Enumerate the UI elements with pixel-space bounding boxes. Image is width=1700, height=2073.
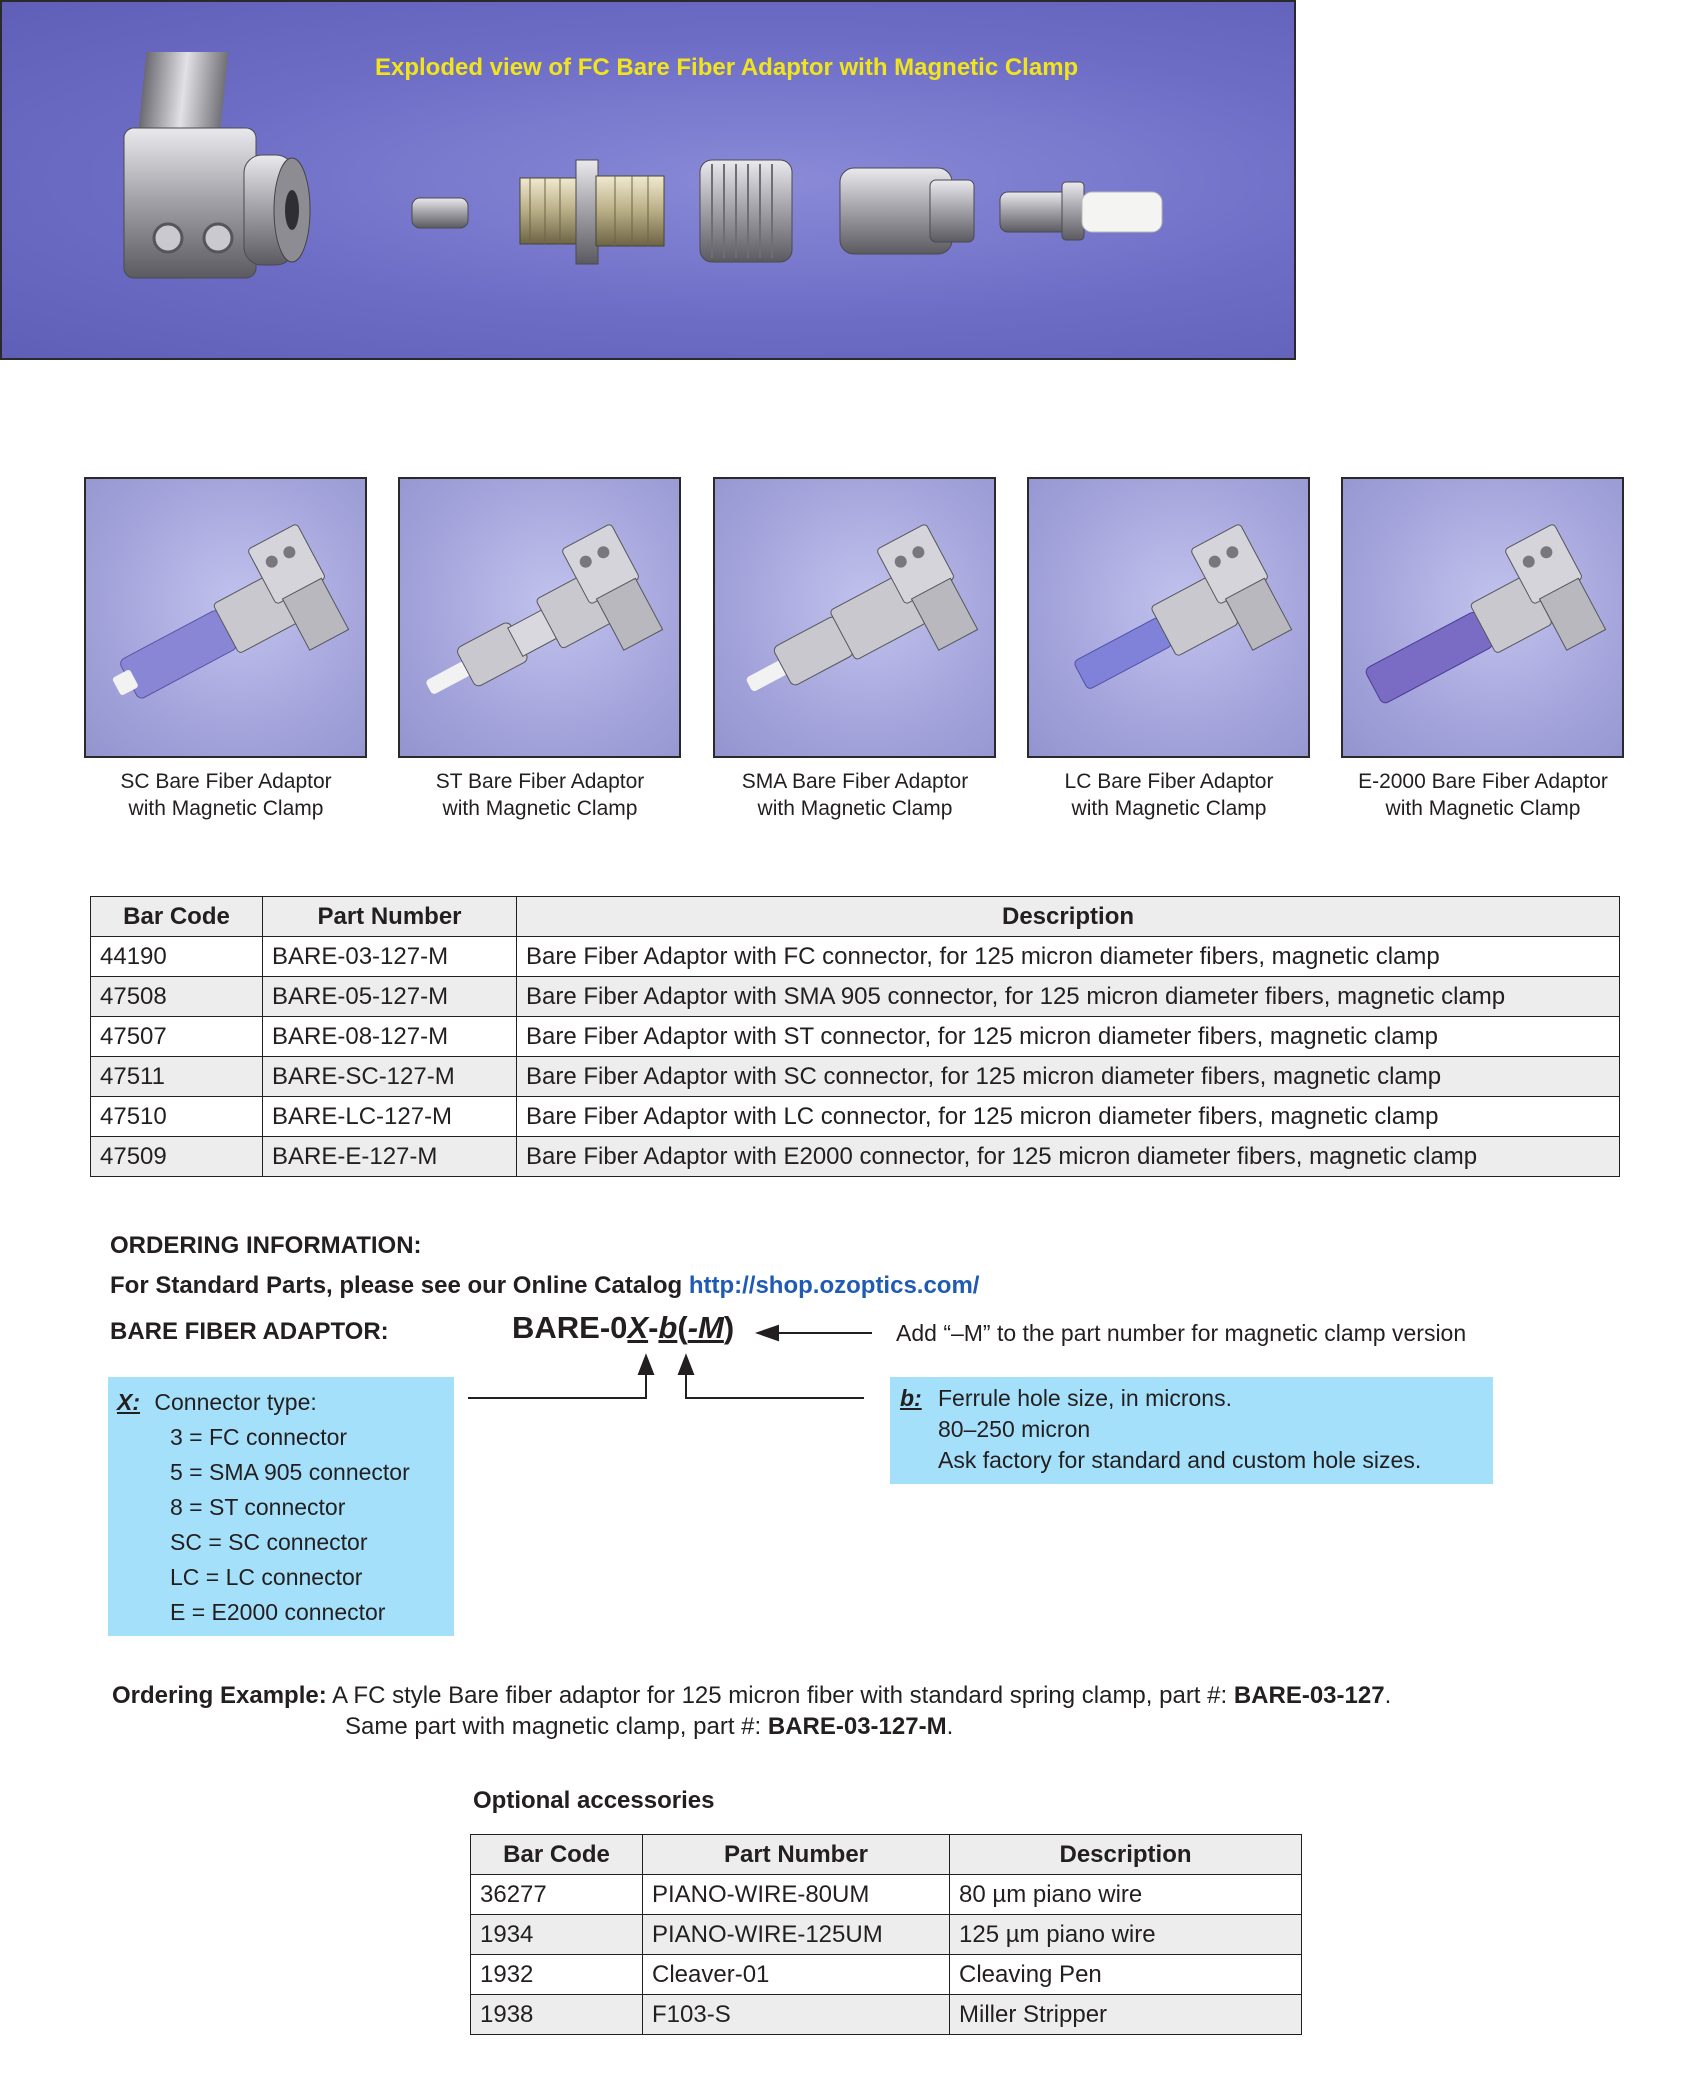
description-cell: Bare Fiber Adaptor with ST connector, for 125 micron diameter fibers, magnetic clamp — [517, 1017, 1620, 1057]
description-cell: Miller Stripper — [950, 1995, 1302, 2035]
st-adaptor-caption: ST Bare Fiber Adaptor with Magnetic Clamp — [435, 770, 645, 820]
part-number-cell: PIANO-WIRE-125UM — [643, 1915, 950, 1955]
online-catalog-link[interactable]: http://shop.ozoptics.com/ — [688, 1272, 980, 1299]
ordering-heading: ORDERING INFORMATION: — [110, 1232, 422, 1259]
bar-code-cell: 1938 — [471, 1995, 643, 2035]
e2000-adaptor-caption: E-2000 Bare Fiber Adaptor with Magnetic Clamp — [1358, 770, 1608, 820]
x-arrow-line — [468, 1370, 646, 1398]
part-number-cell: BARE-05-127-M — [263, 977, 517, 1017]
hole-size-lines — [938, 1383, 1421, 1476]
connector-option: E = E2000 connector — [170, 1599, 386, 1625]
ordering-example-line2: Same part with magnetic clamp, part #: BARE-03-127-M. — [345, 1713, 954, 1740]
part-number-cell: BARE-E-127-M — [263, 1137, 517, 1177]
x-label: X: — [117, 1389, 140, 1415]
connector-option: 5 = SMA 905 connector — [170, 1459, 410, 1485]
table-row — [471, 1955, 1302, 1995]
part-number-cell: BARE-08-127-M — [263, 1017, 517, 1057]
part-number-cell: PIANO-WIRE-80UM — [643, 1875, 950, 1915]
part-number-cell: Cleaver-01 — [643, 1955, 950, 1995]
code-b: b — [658, 1310, 678, 1345]
bar-code-cell: 1934 — [471, 1915, 643, 1955]
connector-option: 3 = FC connector — [170, 1424, 348, 1450]
table-row — [471, 1875, 1302, 1915]
x-title: Connector type: — [154, 1389, 317, 1415]
table-row — [471, 1995, 1302, 2035]
code-x: X — [627, 1310, 649, 1345]
header-bar-code: Bar Code — [471, 1835, 643, 1875]
description-cell: 125 µm piano wire — [950, 1915, 1302, 1955]
table-row — [471, 1915, 1302, 1955]
example-line1-part: BARE-03-127 — [1233, 1682, 1385, 1709]
exploded-view-title: Exploded view of FC Bare Fiber Adaptor with Magnetic Clamp — [375, 54, 1079, 81]
hole-size-box — [890, 1377, 1493, 1484]
description-cell: Bare Fiber Adaptor with SC connector, for 125 micron diameter fibers, magnetic clamp — [517, 1057, 1620, 1097]
header-part-number: Part Number — [263, 897, 517, 937]
bar-code-cell: 44190 — [91, 937, 263, 977]
connector-option: 8 = ST connector — [170, 1494, 346, 1520]
accessories-title: Optional accessories — [473, 1787, 715, 1814]
bar-code-cell: 47511 — [91, 1057, 263, 1097]
bar-code-cell: 47507 — [91, 1017, 263, 1057]
header-description: Description — [517, 897, 1620, 937]
magnetic-clamp-note: Add “–M” to the part number for magnetic clamp version — [896, 1320, 1467, 1346]
accessories-table — [470, 1834, 1302, 2035]
bar-code-cell: 36277 — [471, 1875, 643, 1915]
header-bar-code: Bar Code — [91, 897, 263, 937]
example-line2-text: Same part with magnetic clamp, part #: — [345, 1713, 762, 1740]
ordering-example: Ordering Example: A FC style Bare fiber adaptor for 125 micron fiber with standard spring clamp, part #: BARE-03-127. — [112, 1682, 1392, 1709]
lc-adaptor-caption: LC Bare Fiber Adaptor with Magnetic Clamp — [1064, 770, 1274, 820]
table-header-row — [471, 1835, 1302, 1875]
b-arrow-head — [679, 1356, 693, 1374]
description-cell: Bare Fiber Adaptor with SMA 905 connector, for 125 micron diameter fibers, magnetic clamp — [517, 977, 1620, 1017]
code-m: -M — [687, 1310, 724, 1345]
standard-parts-text: For Standard Parts, please see our Online Catalog — [110, 1272, 683, 1299]
bar-code-cell: 1932 — [471, 1955, 643, 1995]
code-close-paren: ) — [723, 1310, 735, 1345]
part-number-cell: F103-S — [643, 1995, 950, 2035]
part-number-cell: BARE-SC-127-M — [263, 1057, 517, 1097]
description-cell: Bare Fiber Adaptor with E2000 connector, for 125 micron diameter fibers, magnetic clamp — [517, 1137, 1620, 1177]
header-description: Description — [950, 1835, 1302, 1875]
bar-code-cell: 47510 — [91, 1097, 263, 1137]
example-line2-part: BARE-03-127-M — [767, 1713, 947, 1740]
description-cell: Cleaving Pen — [950, 1955, 1302, 1995]
m-arrow-head — [758, 1326, 778, 1340]
b-label: b: — [900, 1385, 922, 1411]
hole-size-line: Ferrule hole size, in microns. — [938, 1385, 1232, 1411]
description-cell: Bare Fiber Adaptor with LC connector, for 125 micron diameter fibers, magnetic clamp — [517, 1097, 1620, 1137]
connector-option: LC = LC connector — [170, 1564, 363, 1590]
part-number-cell: BARE-03-127-M — [263, 937, 517, 977]
part-number-cell: BARE-LC-127-M — [263, 1097, 517, 1137]
bar-code-cell: 47509 — [91, 1137, 263, 1177]
header-part-number: Part Number — [643, 1835, 950, 1875]
code-open-paren: ( — [677, 1310, 688, 1345]
sc-adaptor-caption: SC Bare Fiber Adaptor with Magnetic Clamp — [120, 770, 332, 820]
code-dash: - — [648, 1310, 659, 1345]
x-arrow-head — [639, 1356, 653, 1374]
code-prefix: BARE-0 — [512, 1310, 628, 1345]
bare-fiber-adaptor-label: BARE FIBER ADAPTOR: — [110, 1318, 389, 1345]
ordering-example-label: Ordering Example: — [112, 1682, 327, 1709]
hole-size-line: Ask factory for standard and custom hole sizes. — [938, 1447, 1422, 1473]
connector-options-list — [170, 1420, 410, 1630]
description-cell: Bare Fiber Adaptor with FC connector, for 125 micron diameter fibers, magnetic clamp — [517, 937, 1620, 977]
example-line1-text: A FC style Bare fiber adaptor for 125 micron fiber with standard spring clamp, part #: — [332, 1682, 1228, 1709]
b-arrow-line — [686, 1370, 864, 1398]
description-cell: 80 µm piano wire — [950, 1875, 1302, 1915]
connector-option: SC = SC connector — [170, 1529, 368, 1555]
sma-adaptor-caption: SMA Bare Fiber Adaptor with Magnetic Clamp — [741, 770, 969, 820]
bar-code-cell: 47508 — [91, 977, 263, 1017]
connector-type-box — [108, 1377, 454, 1636]
hole-size-line: 80–250 micron — [938, 1416, 1091, 1442]
